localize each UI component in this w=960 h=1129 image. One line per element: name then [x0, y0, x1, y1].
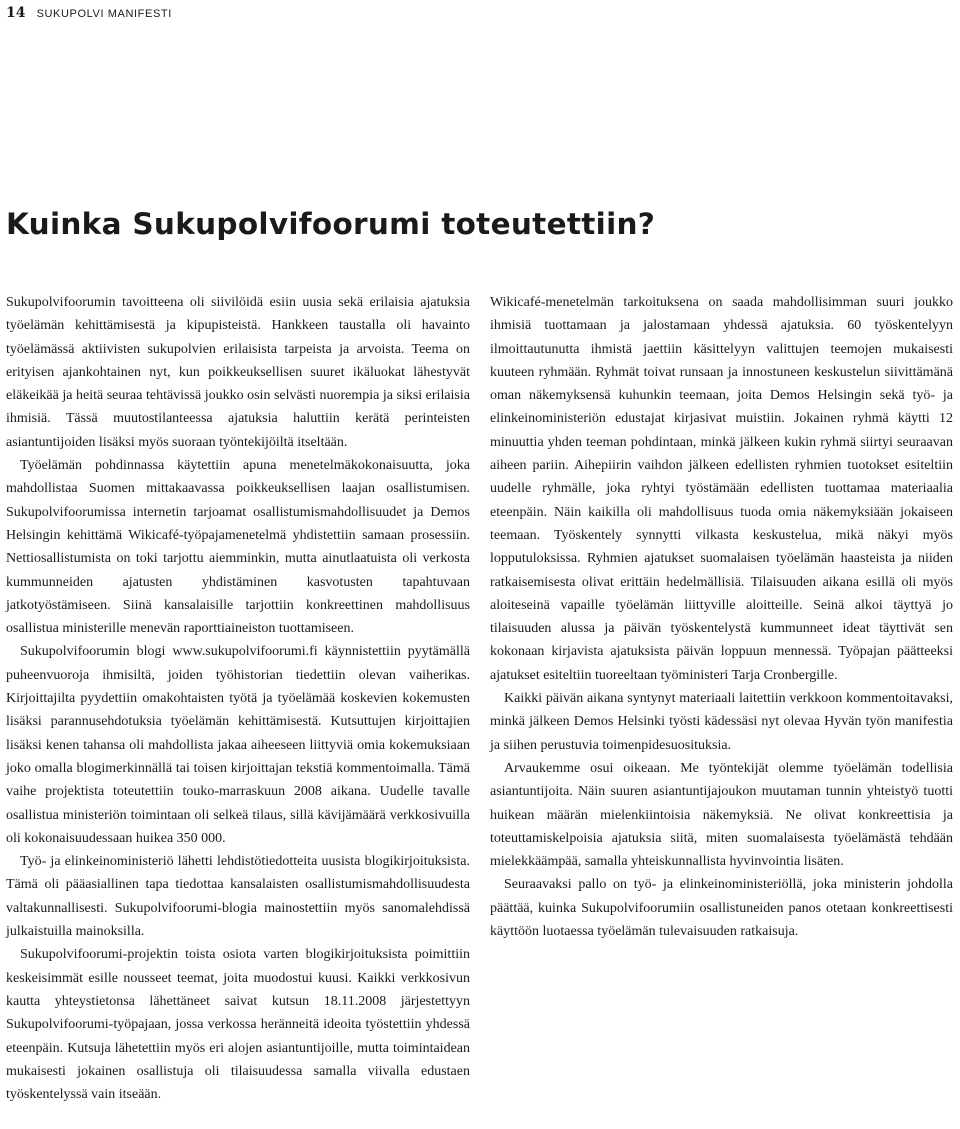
page-number: 14 [6, 5, 26, 21]
right-column [490, 291, 953, 943]
paragraph: Sukupolvifoorumin blogi www.sukupolvifoorumi.fi käynnistettiin pyytämällä puheenvuoroja ihmisiltä, joiden työhistorian tiedettiin olevan vaiherikas. Kirjoittajilta pyydettiin omakohtaisten työtä ja työelämää koskevien kokemusten lisäksi parannusehdotuksia työelämän kehittämisestä. Kutsuttujen kirjoittajien lisäksi kenen tahansa oli mahdollista jakaa aiheeseen liittyviä omia kokemuksiaan joko omalla blogimerkinnällä tai toisen kirjoittajan tekstiä kommentoimalla. Tämä vaihe projektista toteutettiin touko-marraskuun 2008 aikana. Uudelle tavalle osallistua ministeriön toimintaan oli selkeä tilaus, sillä kävijämäärä verkkosivuilla oli kokonaisuudessaan huikea 350 000. [6, 644, 470, 846]
paragraph: Sukupolvifoorumin tavoitteena oli siivilöidä esiin uusia sekä erilaisia ajatuksia työelämän kehittämisestä ja kipupisteistä. Hankkeen taustalla oli havainto työelämässä aktiivisten sukupolvien erilaisista tarpeista ja arvoista. Teema on erityisen ajankohtainen nyt, kun poikkeuksellisen suuret ikäluokat lähestyvät eläkeikää ja heitä seuraa tehtävissä joukko osin selvästi nuorempia ja siksi erilaisia ihmisiä. Tässä muutostilanteessa ajatuksia haluttiin kerätä perinteisten asiantuntijoiden lisäksi myös suoraan työntekijöiltä itseltään. [6, 295, 470, 450]
left-column [6, 291, 470, 1106]
paragraph: Arvaukemme osui oikeaan. Me työntekijät olemme työelämän todellisia asiantuntijoita. Näin suuren asiantuntijajoukon muutaman tunnin yhteistyö tuotti huikean määrän mielenkiintoisia näkemyksiä. Ne olivat konkreettisia ja toteuttamiskelpoisia ajatuksia siitä, miten suomalaisesta työelämästä tehdään mielekkäämpää, samalla yhteiskunnallista hyvinvointia lisäten. [490, 760, 953, 870]
paragraph: Työelämän pohdinnassa käytettiin apuna menetelmäkokonaisuutta, joka mahdollistaa Suomen mittakaavassa poikkeuksellisen laajan osallistumisen. Sukupolvifoorumissa internetin tarjoamat osallistumismahdollisuudet ja Demos Helsingin kehittämä Wikicafé-työpajamenetelmä yhdistettiin samaan prosessiin. Nettiosallistumista on toki tarjottu aiemminkin, mutta ainutlaatuista oli verkosta kummunneiden ajatusten yhdistäminen kasvotusten tapahtuvaan jatkotyöstämiseen. Siinä kansalaisille tarjottiin konkreettinen mahdollisuus osallistua ministerille menevän raporttiaineiston tuottamiseen. [6, 458, 470, 637]
running-title: SUKUPOLVI MANIFESTI [36, 8, 172, 20]
paragraph: Kaikki päivän aikana syntynyt materiaali laitettiin verkkoon kommentoitavaksi, minkä jälkeen Demos Helsinki työsti kädessäsi nyt olevaa Hyvän työn manifestia ja siihen perustuvia toimenpidesuosituksia. [490, 691, 953, 753]
paragraph: Wikicafé-menetelmän tarkoituksena on saada mahdollisimman suuri joukko ihmisiä tuottamaan ja jalostamaan yhdessä ajatuksia. 60 työskentelyyn ilmoittautunutta ihmistä jaettiin käsittelyyn valittujen teemojen mukaisesti kuuteen ryhmään. Ryhmät toivat runsaan ja innostuneen keskustelun siivittämänä oman näkemyksensä kuhunkin teemaan, joita Demos Helsingin sekä työ- ja elinkeinoministeriön edustajat kirjasivat muistiin. Jokainen ryhmä käytti 12 minuuttia yhden teeman pohdintaan, minkä jälkeen kukin ryhmä siirtyi seuraavan aiheen pariin. Aihepiirin vaihdon jälkeen edellisten ryhmien tuotokset esiteltiin uudelle ryhmälle, joka ryhtyi työstämään edellisten tuottamaa materiaalia eteenpäin. Näin kaikilla oli mahdollisuus tuoda omia näkemyksiään jokaiseen teemaan. Työskentely synnytti vilkasta keskustelua, mikä näkyi myös lopputuloksissa. Ryhmien ajatukset suomalaisen työelämän haasteista ja niiden ratkaisemisesta olivat erittäin hedelmällisiä. Tilaisuuden aikana esillä oli myös aloiteseinä vapaille työelämän liittyville aloitteille. Seinä alkoi täyttyä jo tilaisuuden alussa ja päivän työskentelystä kummunneet ideat täyttivät sen kokonaan kirjavista ajatuksista päivän loppuun mennessä. Työpajan päätteeksi ajatukset esiteltiin tuoreeltaan työministeri Tarja Cronbergille. [490, 295, 953, 683]
paragraph: Työ- ja elinkeinoministeriö lähetti lehdistötiedotteita uusista blogikirjoituksista. Tämä oli pääasiallinen tapa tiedottaa kansalaisten osallistumismahdollisuudesta valtakunnallisesti. Sukupolvifoorumi-blogia mainostettiin myös sanomalehdissä julkaistuilla mainoksilla. [6, 854, 470, 940]
running-header [6, 2, 172, 21]
section-heading: Kuinka Sukupolvifoorumi toteutettiin? [6, 207, 656, 241]
paragraph: Sukupolvifoorumi-projektin toista osiota varten blogikirjoituksista poimittiin keskeisimmät esille nousseet teemat, joita muodostui kuusi. Kaikki verkkosivun kautta yhteystietonsa lähettäneet saivat kutsun 18.11.2008 järjestettyyn Sukupolvifoorumi-työpajaan, jossa verkossa heränneitä ideoita työstettiin yhdessä eteenpäin. Kutsuja lähetettiin myös eri alojen asiantuntijoille, mutta toimintaidean mukaisesti jokainen osallistuja oli tilaisuudessa samalla viivalla edustaen työskentelyssä vain itseään. [6, 947, 470, 1103]
paragraph: Seuraavaksi pallo on työ- ja elinkeinoministeriöllä, joka ministerin johdolla päättää, kuinka Sukupolvifoorumiin osallistuneiden panos otetaan konkreettisesti käyttöön luotaessa työelämän tulevaisuuden ratkaisuja. [490, 877, 953, 940]
